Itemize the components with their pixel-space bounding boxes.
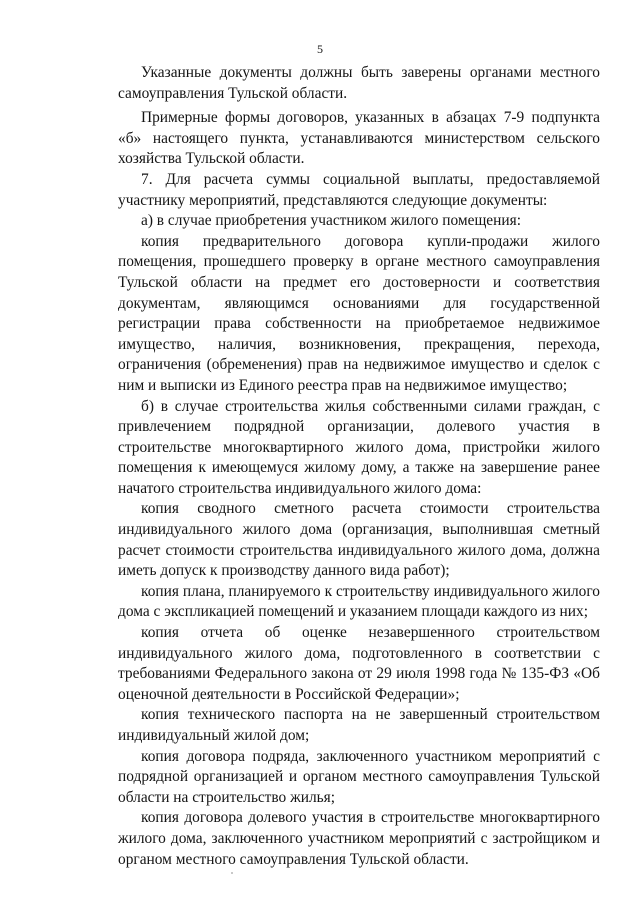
- paragraph-estimate-copy: копия сводного сметного расчета стоимости строительства индивидуального жилого дома (организация, выполнившая сметный расчет стоимости строительства индивидуального жилого дома, должна иметь допуск к производству данного вида работ);: [118, 500, 600, 580]
- paragraph-subitem-b: б) в случае строительства жилья собственными силами граждан, с привлечением подрядной организации, долевого участия в строительстве многоквартирного жилого дома, пристройки жилого помещения к имеющемуся жилому дому, а также на завершение ранее начатого строительства индивидуального жилого дома:: [118, 397, 600, 497]
- page-number: 5: [317, 42, 323, 56]
- paragraph-shared-participation-copy: копия договора долевого участия в строительстве многоквартирного жилого дома, заключенного участником мероприятий с застройщиком и органом местного самоуправления Тульской области.: [118, 809, 600, 868]
- paragraph-item-7: 7. Для расчета суммы социальной выплаты, предоставляемой участнику мероприятий, представляются следующие документы:: [118, 170, 600, 209]
- paragraph-plan-copy: копия плана, планируемого к строительству индивидуального жилого дома с экспликацией помещений и указанием площади каждого из них;: [118, 582, 600, 621]
- paragraph-valuation-report-copy: копия отчета об оценке незавершенного строительством индивидуального жилого дома, подготовленного в соответствии с требованиями Федерального закона от 29 июля 1998 года № 135-ФЗ «Об оценочной деятельности в Российской Федерации»;: [118, 624, 600, 703]
- paragraph-certification: Указанные документы должны быть заверены органами местного самоуправления Тульской области.: [118, 64, 600, 102]
- paragraph-contract-forms: Примерные формы договоров, указанных в абзацах 7-9 подпункта «б» настоящего пункта, устанавливаются министерством сельского хозяйства Тульской области.: [118, 109, 600, 168]
- paragraph-construction-contract-copy: копия договора подряда, заключенного участником мероприятий с подрядной организацией и органом местного самоуправления Тульской области на строительство жилья;: [118, 747, 600, 806]
- scan-speck: [231, 872, 233, 874]
- paragraph-purchase-contract-copy: копия предварительного договора купли-продажи жилого помещения, прошедшего проверку в органе местного самоуправления Тульской области на предмет его достоверности и соответствия документам, являющимся основаниями для государственной регистрации права собственности на приобретаемое недвижимое имущество, наличия, возникновения, прекращения, перехода, ограничения (обременения) прав на недвижимое имущество и сделок с ним и выписки из Единого реестра прав на недвижимое имущество;: [118, 232, 600, 394]
- paragraph-technical-passport-copy: копия технического паспорта на не завершенный строительством индивидуальный жилой дом;: [118, 706, 600, 744]
- paragraph-subitem-a: а) в случае приобретения участником жилого помещения:: [141, 212, 521, 230]
- document-body: [118, 63, 600, 870]
